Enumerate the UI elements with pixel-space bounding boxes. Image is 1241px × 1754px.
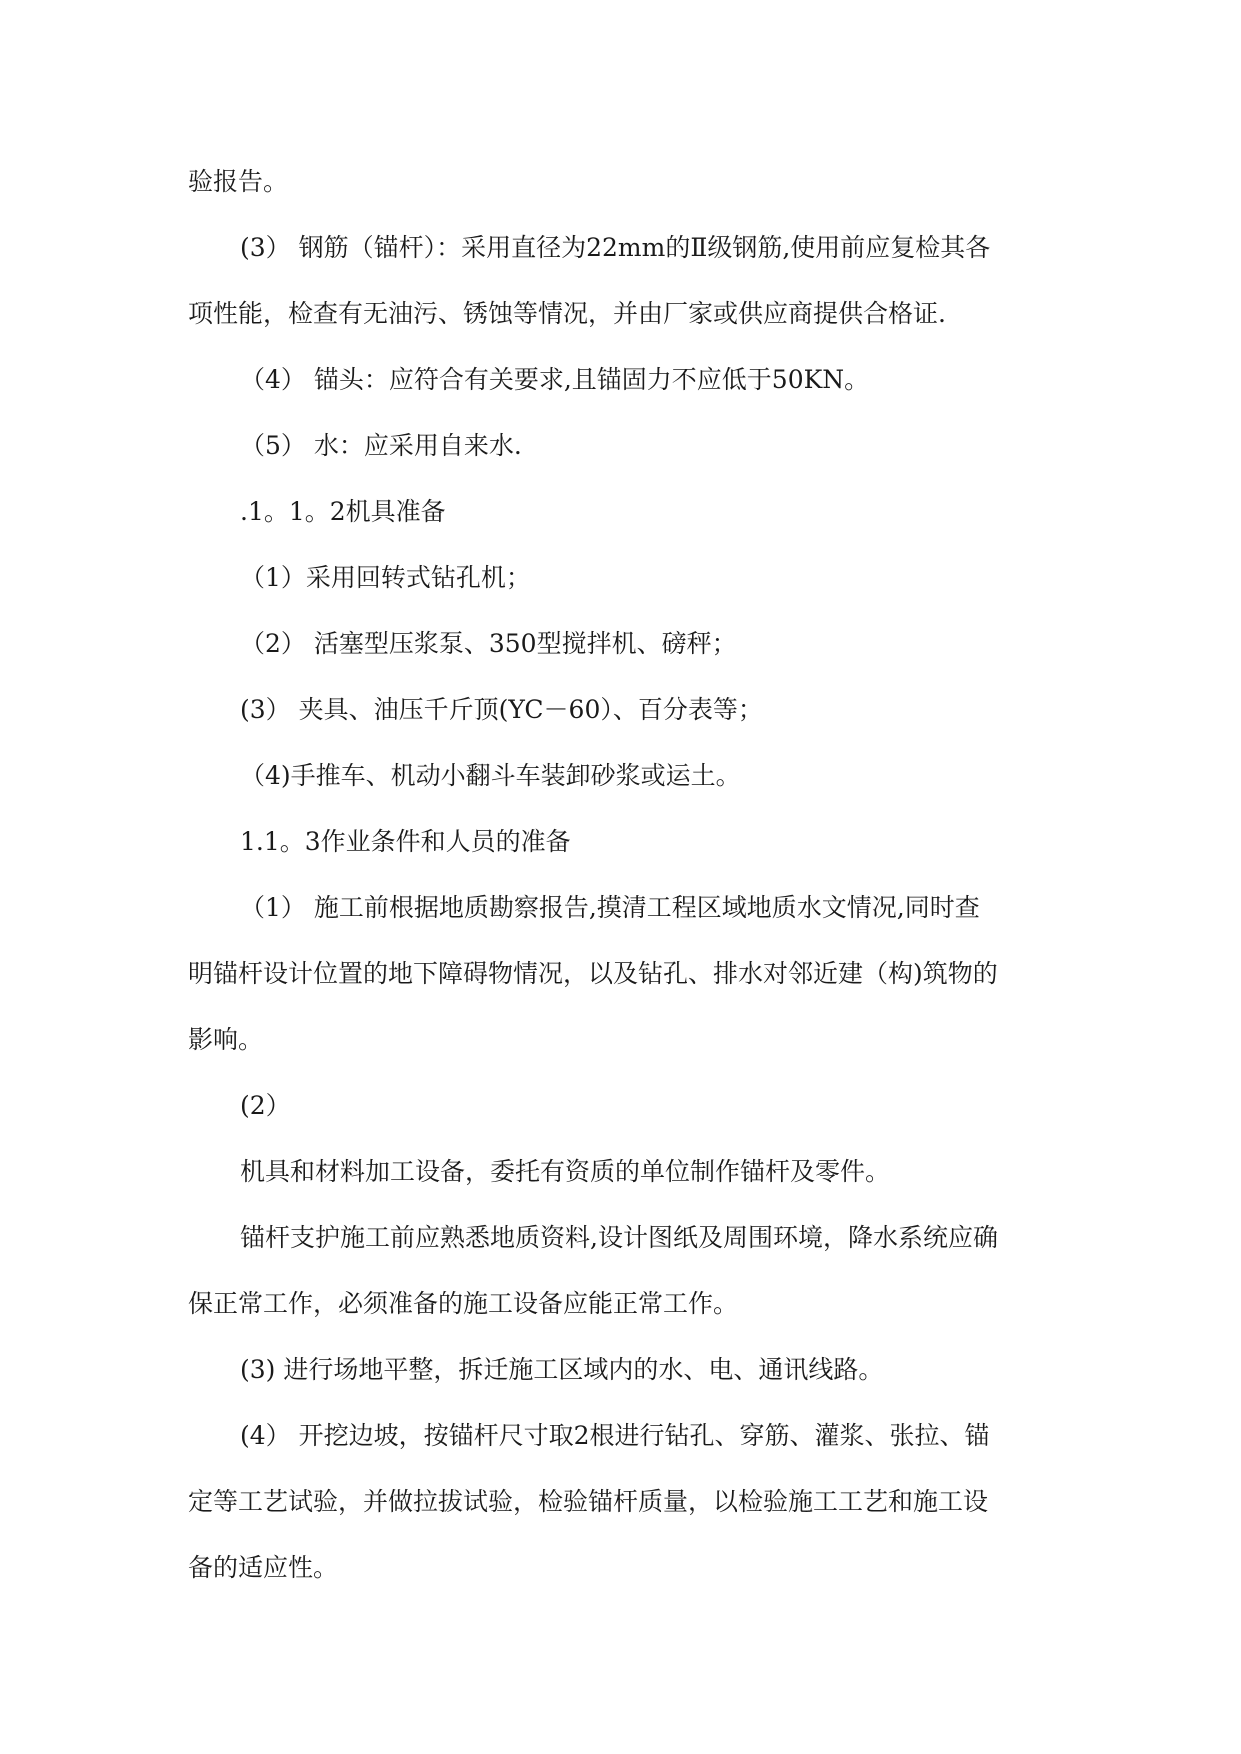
- text-line: 影响。: [188, 1025, 264, 1054]
- text-line: （4） 锚头：应符合有关要求,且锚固力不应低于50KN。: [240, 365, 870, 394]
- section-heading: 1.1。3作业条件和人员的准备: [240, 827, 571, 856]
- text-line: 锚杆支护施工前应熟悉地质资料,设计图纸及周围环境，降水系统应确: [240, 1223, 998, 1252]
- text-line: 项性能，检查有无油污、锈蚀等情况，并由厂家或供应商提供合格证.: [188, 299, 946, 328]
- section-heading: .1。1。2机具准备: [240, 497, 446, 526]
- text-line: 明锚杆设计位置的地下障碍物情况，以及钻孔、排水对邻近建（构)筑物的: [188, 959, 998, 988]
- text-line: （1） 施工前根据地质勘察报告,摸清工程区域地质水文情况,同时查: [240, 893, 980, 922]
- text-line: 保正常工作，必须准备的施工设备应能正常工作。: [188, 1289, 739, 1318]
- text-line: (3） 钢筋（锚杆）：采用直径为22mm的Ⅱ级钢筋,使用前应复检其各: [240, 233, 991, 262]
- text-line: （2） 活塞型压浆泵、350型搅拌机、磅秤；: [240, 629, 737, 658]
- text-line: （1）采用回转式钻孔机；: [240, 563, 531, 592]
- text-line: (4） 开挖边坡，按锚杆尺寸取2根进行钻孔、穿筋、灌浆、张拉、锚: [240, 1421, 990, 1450]
- text-line: 定等工艺试验，并做拉拔试验，检验锚杆质量，以检验施工工艺和施工设: [188, 1487, 989, 1516]
- text-line: (2）: [240, 1091, 291, 1120]
- text-line: 验报告。: [188, 167, 289, 196]
- text-line: 机具和材料加工设备，委托有资质的单位制作锚杆及零件。: [240, 1157, 891, 1186]
- text-line: (3) 进行场地平整，拆迁施工区域内的水、电、通讯线路。: [240, 1355, 884, 1384]
- text-line: (3） 夹具、油压千斤顶(YC－60）、百分表等；: [240, 695, 763, 724]
- text-line: （4)手推车、机动小翻斗车装卸砂浆或运土。: [240, 761, 741, 790]
- text-line: 备的适应性。: [188, 1553, 339, 1582]
- text-line: （5） 水：应采用自来水.: [240, 431, 522, 460]
